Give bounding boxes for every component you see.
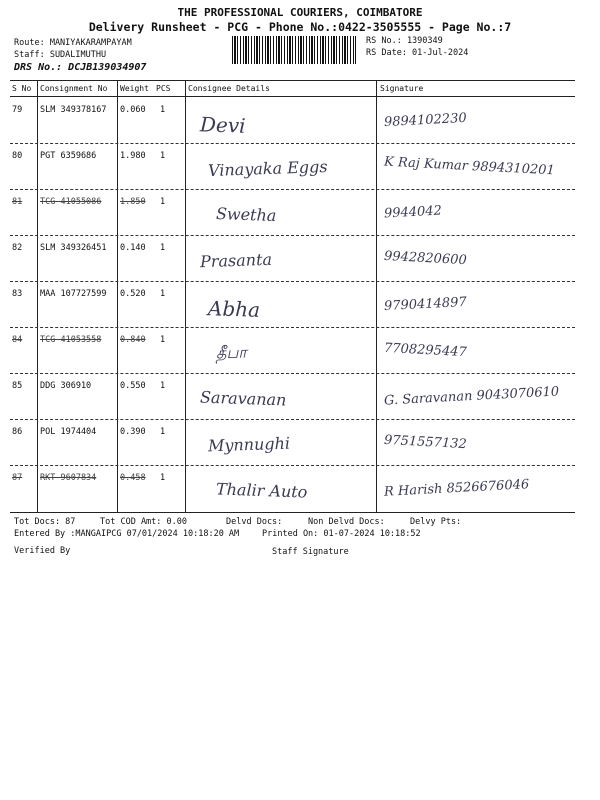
row-consignee-handwriting: Devi	[199, 112, 246, 138]
row-sno: 83	[12, 289, 23, 299]
row-signature-handwriting: 9894102230	[383, 110, 468, 131]
row-sno: 86	[12, 427, 23, 437]
row-separator	[10, 281, 575, 282]
row-consignee-handwriting: தீபா	[215, 342, 247, 363]
col-header-pcs: PCS	[156, 84, 171, 93]
row-sno: 82	[12, 243, 23, 253]
row-separator	[10, 189, 575, 190]
barcode-image	[232, 36, 356, 64]
row-separator	[10, 419, 575, 420]
row-signature-handwriting: 9790414897	[383, 294, 468, 315]
row-consignment-no: POL 1974404	[40, 427, 97, 437]
staff-label: Staff: SUDALIMUTHU	[14, 50, 107, 60]
row-signature-handwriting: 9942820600	[383, 248, 468, 269]
row-separator	[10, 373, 575, 374]
row-sno: 79	[12, 105, 23, 115]
total-docs: Tot Docs: 87	[14, 517, 76, 527]
row-weight: 0.458	[120, 473, 146, 483]
row-separator	[10, 465, 575, 466]
drs-number: DRS No.: DCJB139034907	[14, 62, 147, 73]
row-consignee-handwriting: Prasanta	[199, 249, 273, 272]
row-sno: 81	[12, 197, 23, 207]
row-consignment-no: SLM 349326451	[40, 243, 107, 253]
row-pcs: 1	[160, 197, 166, 207]
delivered-docs: Delvd Docs:	[226, 517, 283, 527]
row-consignment-no: TCG 41055086	[40, 197, 102, 207]
col-header-weight: Weight	[120, 84, 149, 93]
row-pcs: 1	[160, 151, 166, 161]
row-consignee-handwriting: Mynnughi	[207, 433, 291, 456]
table-top-border	[10, 80, 575, 81]
row-pcs: 1	[160, 105, 166, 115]
row-pcs: 1	[160, 335, 166, 345]
row-consignee-handwriting: Vinayaka Eggs	[207, 156, 328, 181]
row-separator	[10, 143, 575, 144]
route-label: Route: MANIYAKARAMPAYAM	[14, 38, 132, 48]
col-divider	[37, 80, 38, 512]
row-weight: 0.390	[120, 427, 146, 437]
verified-by: Verified By	[14, 546, 71, 556]
row-pcs: 1	[160, 381, 166, 391]
row-consignee-handwriting: Thalir Auto	[215, 479, 308, 502]
row-signature-handwriting: G. Saravanan 9043070610	[383, 384, 560, 409]
row-signature-handwriting: 9751557132	[383, 432, 468, 453]
printed-on: Printed On: 01-07-2024 10:18:52	[262, 529, 421, 539]
row-consignment-no: SLM 349378167	[40, 105, 107, 115]
non-delivered-docs: Non Delvd Docs:	[308, 517, 385, 527]
row-consignment-no: TCG 41053558	[40, 335, 102, 345]
row-pcs: 1	[160, 473, 166, 483]
row-pcs: 1	[160, 243, 166, 253]
col-header-sno: S No	[12, 84, 32, 93]
col-divider	[185, 80, 186, 512]
table-bottom-border	[10, 512, 575, 513]
row-weight: 0.520	[120, 289, 146, 299]
table-header-border	[10, 96, 575, 97]
row-consignment-no: MAA 107727599	[40, 289, 107, 299]
delivery-points: Delvy Pts:	[410, 517, 462, 527]
col-header-consignment: Consignment No	[40, 84, 108, 93]
row-sno: 87	[12, 473, 23, 483]
total-cod: Tot COD Amt: 0.00	[100, 517, 187, 527]
row-weight: 0.140	[120, 243, 146, 253]
row-sno: 80	[12, 151, 23, 161]
row-pcs: 1	[160, 289, 166, 299]
rs-date: RS Date: 01-Jul-2024	[366, 48, 469, 58]
row-signature-handwriting: 9944042	[383, 203, 443, 222]
staff-signature: Staff Signature	[272, 547, 349, 557]
row-weight: 1.980	[120, 151, 146, 161]
row-sno: 84	[12, 335, 23, 345]
row-consignment-no: DDG 306910	[40, 381, 92, 391]
row-weight: 0.840	[120, 335, 146, 345]
col-header-consignee: Consignee Details	[188, 84, 270, 93]
row-separator	[10, 235, 575, 236]
company-title: THE PROFESSIONAL COURIERS, COIMBATORE	[177, 6, 423, 19]
row-separator	[10, 327, 575, 328]
col-header-signature: Signature	[380, 84, 424, 93]
col-divider	[376, 80, 377, 512]
row-weight: 0.550	[120, 381, 146, 391]
row-weight: 1.850	[120, 197, 146, 207]
row-signature-handwriting: 7708295447	[383, 340, 468, 361]
row-consignee-handwriting: Abha	[207, 296, 261, 322]
col-divider	[117, 80, 118, 512]
rs-number: RS No.: 1390349	[366, 36, 443, 46]
row-consignment-no: PGT 6359686	[40, 151, 97, 161]
row-consignee-handwriting: Saravanan	[199, 387, 287, 410]
row-consignee-handwriting: Swetha	[215, 203, 277, 226]
row-sno: 85	[12, 381, 23, 391]
row-signature-handwriting: R Harish 8526676046	[383, 477, 530, 500]
row-pcs: 1	[160, 427, 166, 437]
runsheet-subtitle: Delivery Runsheet - PCG - Phone No.:0422-3505555 - Page No.:7	[88, 20, 512, 34]
row-weight: 0.060	[120, 105, 146, 115]
row-signature-handwriting: K Raj Kumar 9894310201	[383, 154, 556, 179]
row-consignment-no: RKT 9607834	[40, 473, 97, 483]
entered-by: Entered By :MANGAIPCG 07/01/2024 10:18:20 AM	[14, 529, 240, 539]
